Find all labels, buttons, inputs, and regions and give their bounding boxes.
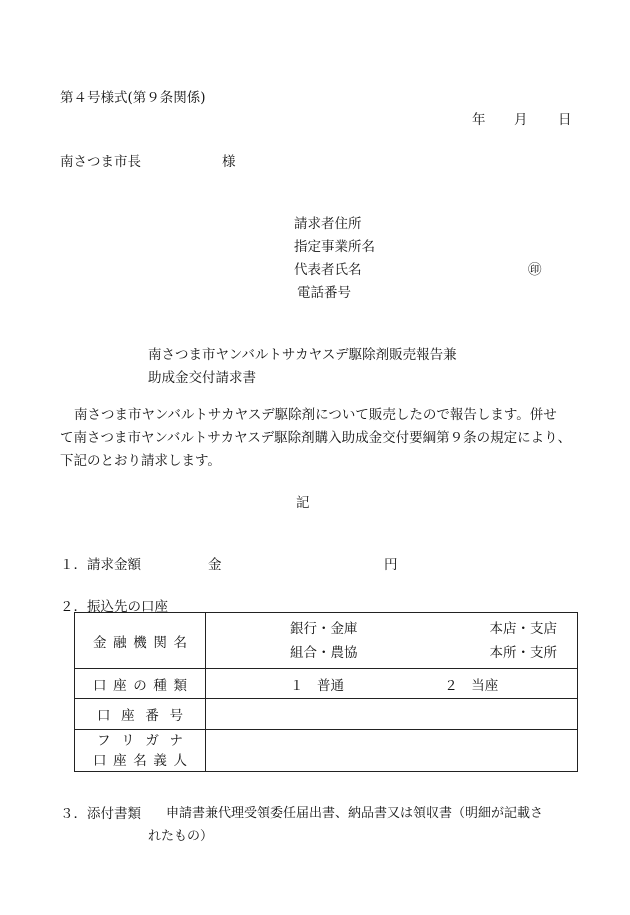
- body-line1: 南さつま市ヤンバルトサカヤスデ駆除剤について販売したので報告します。併せ: [74, 407, 557, 423]
- account-type-option-touza[interactable]: ２ 当座: [444, 677, 499, 694]
- item2-label: ２．振込先の口座: [60, 599, 168, 615]
- form-number: 第４号様式(第９条関係): [60, 90, 206, 106]
- bank-value-cell[interactable]: [206, 613, 578, 669]
- item3-text2: れたもの）: [148, 829, 214, 844]
- item3-label: ３．添付書類: [60, 806, 141, 822]
- furigana-label: フ リ ガ ナ: [97, 732, 183, 749]
- account-holder-row: [75, 730, 578, 772]
- ki-heading: 記: [296, 495, 310, 511]
- branch-type2: 本所・支所: [489, 644, 557, 661]
- account-type-row: [75, 669, 578, 699]
- addressee-name: 南さつま市長: [60, 154, 141, 170]
- addressee-honorific: 様: [222, 154, 236, 170]
- account-table: [74, 612, 578, 772]
- account-number-row: [75, 699, 578, 730]
- account-holder-label: 口 座 名 義 人: [93, 752, 187, 769]
- item3-text1: 申請書兼代理受領委任届出書、納品書又は領収書（明細が記載さ: [166, 806, 544, 821]
- item1-kin: 金: [208, 557, 222, 573]
- bank-type1: 銀行・金庫: [290, 620, 358, 637]
- account-type-label: 口 座 の 種 類: [93, 677, 187, 694]
- body-line3: 下記のとおり請求します。: [60, 453, 221, 469]
- bank-label: 金 融 機 関 名: [93, 634, 187, 651]
- bank-label-cell: [75, 613, 206, 669]
- account-type-option-futsu[interactable]: １ 普通: [290, 677, 344, 694]
- body-line2: て南さつま市ヤンバルトサカヤスデ駆除剤購入助成金交付要綱第９条の規定により、: [60, 430, 572, 446]
- branch-type1: 本店・支店: [489, 620, 557, 637]
- item1-label: １．請求金額: [60, 557, 141, 573]
- applicant-address-label: 請求者住所: [294, 216, 362, 232]
- seal-mark: ㊞: [528, 262, 542, 278]
- item1-yen: 円: [384, 557, 398, 573]
- account-holder-value-cell[interactable]: [206, 730, 578, 772]
- date-month: 月: [514, 112, 528, 128]
- account-type-label-cell: [75, 669, 206, 699]
- account-number-value-cell[interactable]: [206, 699, 578, 730]
- bank-row: [75, 613, 578, 669]
- applicant-rep-label: 代表者氏名: [294, 262, 362, 278]
- doc-title-line1: 南さつま市ヤンバルトサカヤスデ駆除剤販売報告兼: [148, 347, 457, 363]
- doc-title-line2: 助成金交付請求書: [148, 370, 256, 386]
- date-day: 日: [558, 112, 572, 128]
- body-paragraph: [60, 404, 580, 473]
- bank-type2: 組合・農協: [290, 644, 358, 661]
- account-number-label: 口 座 番 号: [97, 708, 183, 724]
- date-year: 年: [472, 112, 486, 128]
- applicant-phone-label: 電話番号: [297, 285, 351, 301]
- account-holder-label-cell: [75, 730, 206, 772]
- account-number-label-cell: [75, 699, 206, 730]
- applicant-office-label: 指定事業所名: [294, 239, 375, 255]
- account-type-value-cell[interactable]: [206, 669, 578, 699]
